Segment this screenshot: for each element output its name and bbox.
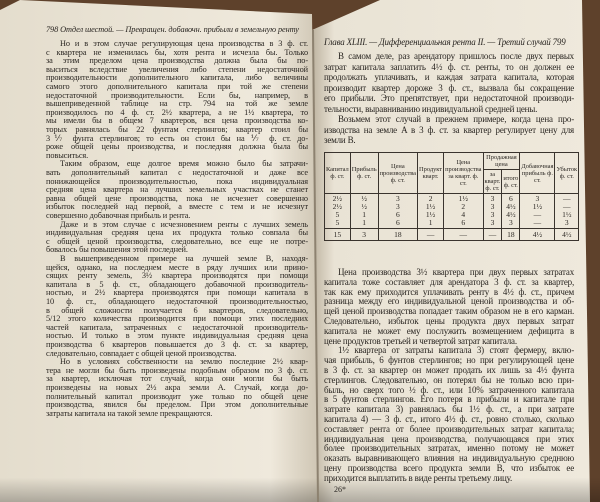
table-value: 5	[335, 210, 340, 219]
table-value: 3	[490, 194, 495, 203]
table-value: —	[533, 210, 542, 219]
text-line: 3⅐ фунта стерлингов; то есть он стоил бы на ⅐ ф. ст. до-	[46, 133, 308, 143]
table-value: 3	[395, 194, 400, 203]
table-total-cell: 4½	[520, 229, 555, 241]
table-value: 3	[509, 218, 513, 227]
table-header: за кварт. ф. ст.	[484, 171, 501, 192]
table-cell	[350, 194, 378, 229]
text-line: равна общей цене производства, пока не исчезнет совершенно	[46, 193, 308, 203]
text-line: оказать выравнивающего влияния на индивидуальную среднюю	[324, 453, 574, 464]
table-group-header: Продажная цена	[483, 153, 520, 170]
text-line: производства, явился бы пределом. При этом дополнительные	[46, 400, 308, 410]
table-value: ½	[361, 194, 367, 203]
table-values-row	[325, 194, 579, 229]
table-value: 2	[461, 202, 466, 211]
text-line: цене продуктов третьей и четвертой затрат капитала.	[324, 335, 517, 346]
table-value: 2½	[332, 194, 343, 203]
text-line: Следовательно, избыток цены продукта двух первых затрат	[324, 316, 574, 326]
text-line: 5/12 этого количества производится при помощи этих последних	[46, 314, 308, 324]
table-total-cell: —	[418, 229, 444, 241]
table-value: 2	[428, 194, 433, 203]
text-line: частей капитала, затраченных с недостаточной производитель-	[46, 322, 308, 332]
text-line: его прибыли. Это препятствует, при недостаточной производи-	[324, 93, 574, 103]
text-line: в общей сложности получается 6 квартеров, следовательно,	[46, 305, 308, 315]
text-line: понижающейся производительностью, пока индивидуальная	[46, 176, 308, 186]
text-line: стерлингов. Следовательно, он потерял бы не только всю при-	[324, 374, 574, 385]
table-value: ½	[361, 202, 367, 211]
text-line: производства 6 квартеров повышается до 3 ф. ст. за квартер,	[46, 340, 308, 349]
table-total-cell: 18	[502, 229, 520, 241]
text-line: Таким образом, еще долгое время можно было бы затрачи-	[60, 159, 308, 169]
text-line: ностью, и 2½ квартера производятся при помощи капитала в	[46, 288, 308, 298]
table-value: 2½	[332, 202, 343, 211]
table-cell	[483, 194, 502, 229]
table-header: Добавочная прибыль ф. ст.	[520, 153, 555, 194]
table-total-cell: 15	[325, 229, 351, 241]
text-line: повыситься.	[46, 150, 89, 160]
text-line: вышеприведенной таблице на стр. 794 на той же земле	[46, 99, 308, 109]
table-value: 6	[395, 210, 400, 219]
text-line: капитала тоже составляет для арендатора 3 ф. ст. за квартер,	[324, 276, 574, 287]
text-line: так как ему приходится уплачивать ренту в 4½ ф. ст., причем	[324, 286, 574, 297]
text-line: продолжать уплачивать, и каждая затрата капитала, которая	[324, 72, 574, 82]
text-line: цену производства всего продукта земли B, что избыток ее	[324, 463, 574, 473]
text-line: сящих ренту земель, 3½ квартера производятся при помощи	[46, 271, 308, 281]
text-line: более производительных затратах, именно потому не может	[324, 443, 574, 454]
text-line: тельности, выравниванию индивидуальной средней цены.	[324, 103, 538, 114]
table-value: 3	[395, 202, 400, 211]
text-line: за квартер, исключая тот случай, когда они могли бы быть	[46, 374, 308, 384]
text-line: торых равнялась бы 22 фунтам стерлингов; квартер стоил бы	[46, 125, 308, 134]
table-cell	[502, 194, 520, 229]
table-value: 4	[461, 210, 466, 219]
table-header: Цена производства ф. ст.	[378, 153, 417, 194]
table-value: 5	[335, 218, 340, 227]
text-line: выситься вследствие увеличения либо степени недостаточной	[46, 64, 308, 74]
table-value: 1½	[458, 194, 468, 203]
text-line: Цена производства 3½ квартера при двух первых затратах	[338, 267, 574, 277]
text-line: земли B.	[324, 135, 356, 145]
table-cell	[444, 194, 483, 229]
text-line: Но и в этом случае регулирующая цена производства в 3 ф. ст.	[60, 39, 308, 48]
text-line: щейся, однако, на последнем месте в ряду лучших или прино-	[46, 262, 308, 272]
table-total-cell: 3	[350, 229, 378, 241]
text-line: капитала 4) — 3 ф. ст., итого 4½ ф. ст., ровно столько, сколько	[324, 414, 574, 424]
text-line: самого этого дополнительного капитала при той же степени	[46, 82, 308, 91]
text-line: мы имели бы в общем 7 квартеров, вся цена производства ко-	[46, 116, 308, 126]
table-header: Капитал ф. ст.	[325, 153, 351, 194]
text-line: производит квартер дороже 3 ф. ст., вызвала бы сокращение	[324, 82, 574, 93]
text-line: 1½ квартера от затраты капитала 3) стоят фермеру, вклю-	[338, 345, 574, 356]
table-value: 3	[490, 218, 495, 227]
table-value: —	[533, 218, 542, 227]
table-header: итого ф. ст.	[502, 170, 520, 194]
text-line: следовательно, совпадает с общей ценой производства.	[46, 348, 237, 358]
table-value: 1½	[425, 210, 436, 219]
table-cell	[325, 194, 351, 229]
text-line: с общей ценой производства, следовательно, все еще не потре-	[46, 236, 308, 246]
table-total-cell: 18	[378, 229, 417, 241]
running-header-right: Глава XLIII. — Дифференциальная рента II. — Третий случай 799	[324, 37, 566, 47]
table-totals-row	[325, 229, 579, 241]
text-line: ностью. И только в этом пункте индивидуальная средняя цена	[46, 331, 308, 341]
table-value: 3	[490, 210, 495, 219]
text-line: за этим пределом цена производства должна была бы по-	[46, 56, 308, 66]
text-line: в 3 ф. ст. за квартер он может продать их лишь за 4½ фунта	[324, 365, 574, 375]
text-line: приходится выплатить в виде ренты третьему лицу.	[324, 472, 513, 483]
table-value: 6	[509, 194, 513, 203]
table-value: 6	[395, 218, 400, 227]
table-header: Продукт кварт.	[418, 153, 444, 194]
table-total-cell: —	[444, 229, 483, 241]
text-line: в 5 фунтов стерлингов. Его потеря в прибыли и капитале при	[324, 394, 574, 405]
table-value: 1½	[532, 202, 543, 211]
table-header: Цена производства за кварт. ф. ст.	[444, 153, 483, 194]
text-line: В вышеприведенном примере на лучшей земле B, находя-	[60, 254, 308, 263]
text-line: роже общей цены производства, и последняя должна была бы	[46, 142, 308, 152]
text-line: бовалось бы повышения этой последней.	[46, 245, 188, 255]
text-line: вать дополнительный капитал с недостаточной и даже все	[46, 168, 308, 177]
text-line: Даже и в этом случае с исчезновением ренты с лучших земель	[60, 219, 308, 229]
table-value: 3	[490, 202, 495, 211]
text-line: затрате капитала 3) равнялась бы 1½ ф. ст., а при затрате	[324, 404, 574, 415]
text-line: полнительный капитал производит уже только по общей цене	[46, 391, 308, 401]
table-value: —	[563, 194, 571, 203]
table-value: 1½	[425, 202, 436, 211]
table-value: 6	[461, 218, 466, 227]
text-line: Но в условиях собственности на землю последние 2½ квар-	[60, 357, 308, 367]
table-total-cell: —	[483, 229, 502, 241]
text-line: индивидуальная средняя цена их продукта только совпала бы	[46, 228, 308, 238]
text-line: производительности дополнительного капитала, либо величины	[46, 73, 308, 83]
table-value: 4½	[506, 210, 516, 219]
text-line: капитала в 5 ф. ст., обладающего добавочной производитель-	[46, 279, 308, 289]
text-line: затрат капитала заплатить 4½ ф. ст. ренты, то он должен ее	[324, 61, 574, 72]
text-line: чая прибыль, 6 фунтов стерлингов; но при регулирующей цене	[324, 355, 574, 366]
table-cell	[555, 194, 579, 229]
text-line: недостаточной производительности. Если бы, например, в	[46, 90, 308, 100]
text-line: 10 ф. ст., обладающего недостаточной производительностью,	[46, 297, 308, 306]
text-line: составляет рента от более производительных затрат капитала;	[324, 423, 574, 434]
text-line: избыток последней над первой, а вместе с тем и не исчезнут	[46, 202, 308, 212]
signature-mark: 26*	[334, 485, 346, 494]
text-line: капитала не может ему послужить возмещением дефицита в	[324, 325, 574, 336]
text-line: В самом деле, раз арендатору пришлось после двух первых	[338, 51, 574, 61]
text-line: щей ценой производства попадает таким образом не в его карман.	[324, 306, 574, 317]
text-line: Возьмем этот случай в прежнем примере, когда цена про-	[338, 114, 574, 124]
running-header-left: 798 Отдел шестой. — Превращен. добавочн. прибыли в земельную ренту	[46, 25, 299, 34]
text-line: быль, но сверх того ½ ф. ст., или 10% затраченного капитала	[324, 384, 574, 395]
table-value: 1½	[562, 210, 572, 219]
table-value: 4½	[506, 202, 516, 211]
table-cell	[418, 194, 444, 229]
text-line: индивидуальная цена производства, получающаяся при этих	[324, 433, 574, 444]
rent-table	[324, 152, 578, 241]
text-line: тера не могли бы быть произведены подобным образом по 3 ф. ст.	[46, 365, 308, 375]
table-total-cell: 4½	[555, 229, 579, 241]
text-line: с квартера не изменилась бы, хотя рента и исчезла бы. Только	[46, 47, 308, 57]
table-value: 3	[535, 194, 540, 203]
text-line: изводства на земле A в 3 ф. ст. за квартер регулирует цену для	[324, 124, 574, 135]
text-line: средняя цена квартера на лучших земельных участках не станет	[46, 185, 308, 195]
table-value: 1	[362, 218, 367, 227]
table-value: 3	[564, 218, 569, 227]
table-value: 1	[428, 218, 433, 227]
text-line: затраты капитала на такой земле прекращаются.	[46, 408, 213, 418]
text-line: произведены на новых 2½ акра земли A. Случай, когда до-	[46, 383, 308, 392]
table-value: 1	[362, 210, 367, 219]
table-cell	[378, 194, 417, 229]
table-header: Убыток ф. ст.	[555, 153, 579, 194]
table-value: —	[563, 202, 571, 211]
text-line: совершенно добавочная прибыль и рента.	[46, 211, 191, 220]
table-cell	[520, 194, 555, 229]
text-line: производилось по 4 ф. ст. 2½ квартера, а не 1½ квартера, то	[46, 107, 308, 117]
table-header: Прибыль ф. ст.	[350, 153, 378, 194]
text-line: разница между его индивидуальной ценой производства и об-	[324, 296, 574, 307]
